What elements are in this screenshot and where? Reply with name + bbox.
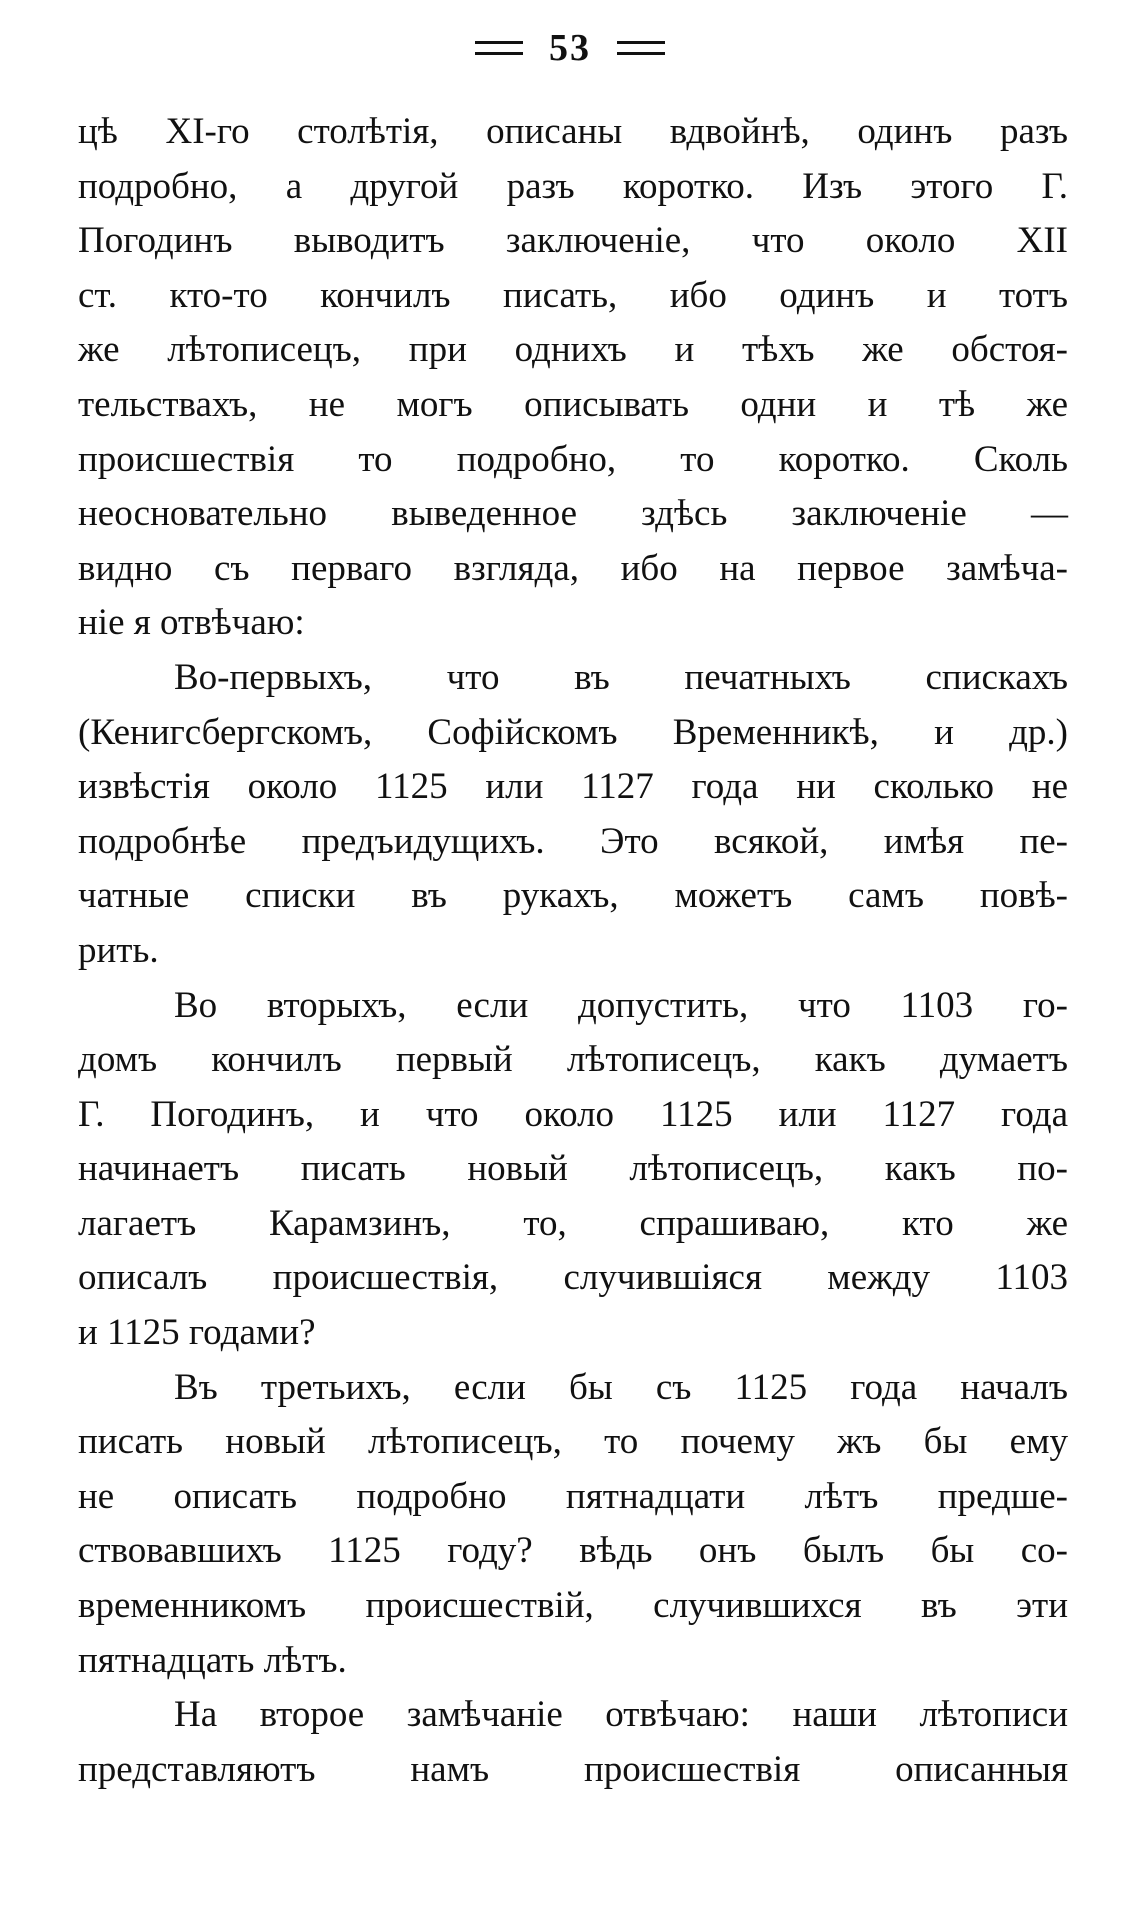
text-line: цѣ XI-го столѣтія, описаны вдвойнѣ, одинъ разъ <box>78 111 1068 152</box>
text-line: подробнѣе предъидущихъ. Это всякой, имѣя пе- <box>78 820 1068 862</box>
text-line: подробно, а другой разъ коротко. Изъ этого Г. <box>78 165 1068 207</box>
paragraph-4 <box>78 1361 1068 1689</box>
text-line: Во вторыхъ, если допустить, что 1103 го- <box>174 984 1068 1026</box>
text-line: неосновательно выведенное здѣсь заключеніе — <box>78 493 1068 535</box>
left-double-rule <box>475 41 523 55</box>
body-text <box>78 105 1068 1797</box>
text-line: же лѣтописецъ, при однихъ и тѣхъ же обстоя- <box>78 329 1068 371</box>
text-line: (Кенигсбергскомъ, Софійскомъ Временникѣ, и др.) <box>78 711 1068 753</box>
text-line: домъ кончилъ первый лѣтописецъ, какъ думаетъ <box>78 1039 1068 1081</box>
text-line: лагаетъ Карамзинъ, то, спрашиваю, кто же <box>78 1202 1068 1244</box>
text-line: начинаетъ писать новый лѣтописецъ, какъ по- <box>78 1148 1068 1190</box>
text-line: происшествія то подробно, то коротко. Сколь <box>78 438 1068 480</box>
text-line: извѣстія около 1125 или 1127 года ни сколько не <box>78 766 1068 808</box>
text-line: Погодинъ выводитъ заключеніе, что около XII <box>78 220 1068 262</box>
text-line: описалъ происшествія, случившіяся между 1103 <box>78 1257 1068 1299</box>
text-line: чатные списки въ рукахъ, можетъ самъ повѣ- <box>78 875 1068 917</box>
text-line: представляютъ намъ происшествія описанныя <box>78 1748 1068 1790</box>
text-line: и 1125 годами? <box>78 1312 316 1354</box>
text-line: На второе замѣчаніе отвѣчаю: наши лѣтописи <box>174 1694 1068 1736</box>
text-line: видно съ перваго взгляда, ибо на первое замѣча- <box>78 547 1068 589</box>
text-line: пятнадцать лѣтъ. <box>78 1639 347 1681</box>
text-line: ствовавшихъ 1125 году? вѣдь онъ былъ бы со- <box>78 1530 1068 1572</box>
text-line: Во-первыхъ, что въ печатныхъ спискахъ <box>174 656 1068 698</box>
paragraph-2 <box>78 651 1068 979</box>
page-header <box>0 18 1140 78</box>
text-line: писать новый лѣтописецъ, то почему жъ бы ему <box>78 1421 1068 1463</box>
paragraph-3 <box>78 979 1068 1361</box>
text-line: не описать подробно пятнадцати лѣтъ предше- <box>78 1475 1068 1517</box>
paragraph-5 <box>78 1688 1068 1797</box>
text-line: ст. кто-то кончилъ писать, ибо одинъ и тотъ <box>78 274 1068 316</box>
text-line: временникомъ происшествій, случившихся въ эти <box>78 1585 1068 1627</box>
paragraph-1 <box>78 105 1068 651</box>
text-line: Г. Погодинъ, и что около 1125 или 1127 года <box>78 1093 1068 1135</box>
text-line: рить. <box>78 929 159 971</box>
page-number: 53 <box>549 27 591 69</box>
text-line: ніе я отвѣчаю: <box>78 602 305 644</box>
text-line: Въ третьихъ, если бы съ 1125 года началъ <box>174 1366 1068 1408</box>
right-double-rule <box>617 41 665 55</box>
text-line: тельствахъ, не могъ описывать одни и тѣ же <box>78 383 1068 425</box>
